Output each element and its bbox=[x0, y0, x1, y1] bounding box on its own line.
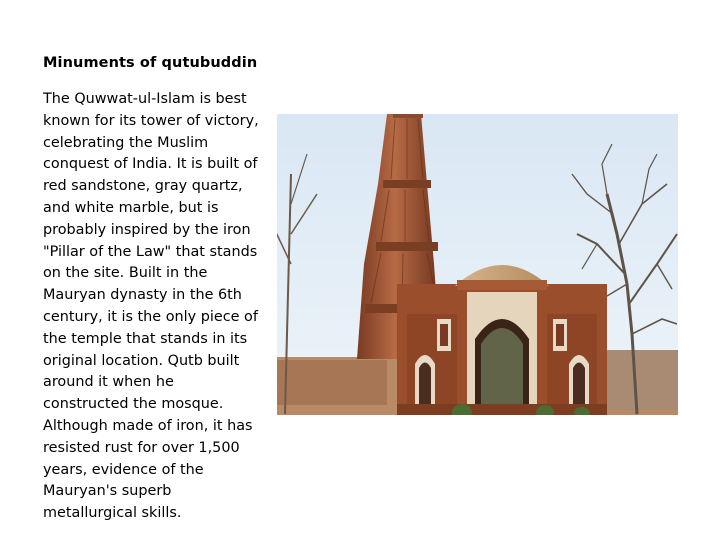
body-line: and white marble, but is bbox=[43, 199, 219, 216]
body-line: century, it is the only piece of bbox=[43, 308, 258, 325]
body-line: conquest of India. It is built of bbox=[43, 156, 258, 173]
slide-title: Minuments of qutubuddin bbox=[43, 55, 258, 71]
body-line: known for its tower of victory, bbox=[43, 112, 259, 129]
photo-illustration bbox=[277, 114, 678, 415]
body-line: constructed the mosque. bbox=[43, 396, 224, 413]
body-line: red sandstone, gray quartz, bbox=[43, 178, 243, 195]
body-line: resisted rust for over 1,500 bbox=[43, 439, 240, 456]
body-line: Although made of iron, it has bbox=[43, 417, 253, 434]
body-line: original location. Qutb built bbox=[43, 352, 240, 369]
body-line: "Pillar of the Law" that stands bbox=[43, 243, 258, 260]
body-line: on the site. Built in the bbox=[43, 265, 208, 282]
body-line: around it when he bbox=[43, 374, 174, 391]
body-line: celebrating the Muslim bbox=[43, 134, 209, 151]
alai-darwaza bbox=[397, 265, 607, 415]
body-line: Mauryan dynasty in the 6th bbox=[43, 287, 242, 304]
body-line: probably inspired by the iron bbox=[43, 221, 251, 238]
body-line: the temple that stands in its bbox=[43, 330, 248, 347]
body-line: metallurgical skills. bbox=[43, 505, 182, 522]
body-line: The Quwwat-ul-Islam is best bbox=[43, 91, 247, 107]
body-line: Mauryan's superb bbox=[43, 483, 172, 500]
qutub-minar-photo bbox=[277, 114, 678, 415]
body-text bbox=[43, 89, 275, 525]
body-line: years, evidence of the bbox=[43, 461, 204, 478]
